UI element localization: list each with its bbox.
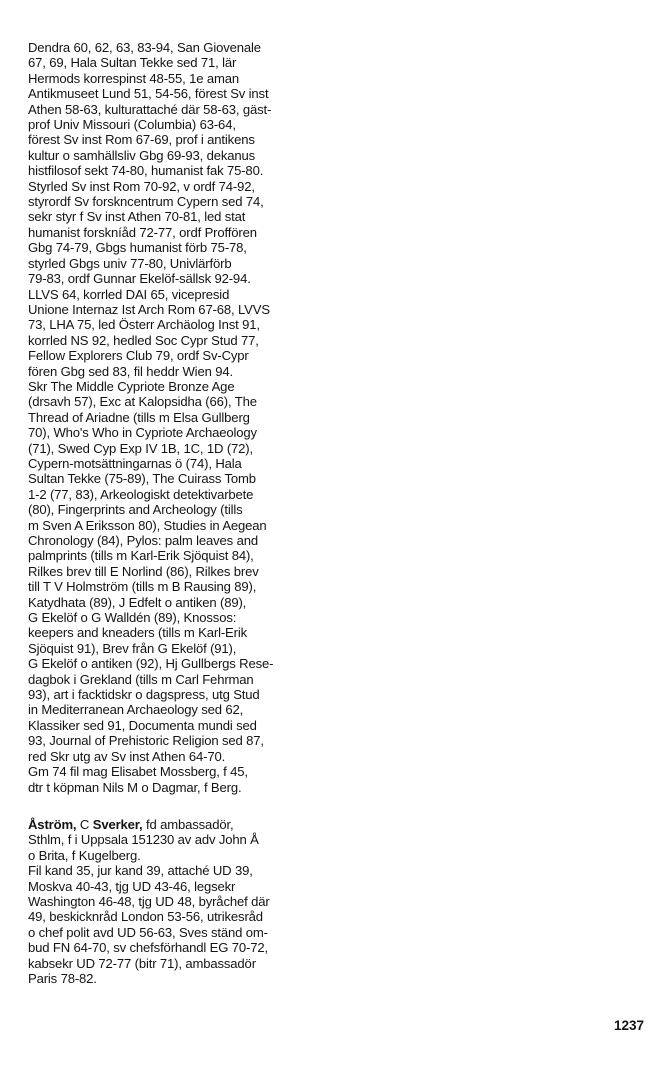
text-line: Chronology (84), Pylos: palm leaves and	[28, 533, 258, 548]
text-line: Gm 74 fil mag Elisabet Mossberg, f 45,	[28, 764, 248, 780]
text-line: kabsekr UD 72-77 (bitr 71), ambassadör	[28, 955, 256, 971]
text-line: Rilkes brev till E Norlind (86), Rilkes brev	[28, 563, 259, 579]
text-line: 93, Journal of Prehistoric Religion sed 87,	[28, 733, 264, 749]
text-line: Thread of Ariadne (tills m Elsa Gullberg	[28, 409, 250, 425]
entry-surname: Åström,	[28, 816, 77, 832]
text-line: Sultan Tekke (75-89), The Cuirass Tomb	[28, 471, 256, 487]
text-line: Fil kand 35, jur kand 39, attaché UD 39,	[28, 863, 253, 879]
text-line: styrled Gbgs univ 77-80, Univlärförb	[28, 255, 232, 271]
text-line: till T V Holmström (tills m B Rausing 89),	[28, 579, 257, 595]
text-column	[28, 40, 368, 986]
text-line: Antikmuseet Lund 51, 54-56, förest Sv inst	[28, 86, 269, 102]
text-line: G Ekelöf o antiken (92), Hj Gullbergs Rese-	[28, 656, 274, 672]
text-line: Skr The Middle Cypriote Bronze Age	[28, 378, 235, 394]
text-line: Gbg 74-79, Gbgs humanist förb 75-78,	[28, 240, 247, 256]
text-line: 1-2 (77, 83), Arkeologiskt detektivarbete	[28, 486, 254, 502]
text-line: palmprints (tills m Karl-Erik Sjöquist 84),	[28, 548, 254, 564]
text-line: fören Gbg sed 83, fil heddr Wien 94.	[28, 363, 233, 379]
text-line: Dendra 60, 62, 63, 83-94, San Giovenale	[28, 40, 261, 55]
text-line: Sthlm, f i Uppsala 151230 av adv John Å	[28, 832, 259, 848]
text-line: Fellow Explorers Club 79, ordf Sv-Cypr	[28, 348, 249, 364]
text-line: 93), art i facktidskr o dagspress, utg Stud	[28, 687, 260, 703]
text-line: (80), Fingerprints and Archeology (tills	[28, 502, 243, 518]
text-line: LLVS 64, korrled DAI 65, vicepresid	[28, 286, 230, 302]
text-line: keepers and kneaders (tills m Karl-Erik	[28, 625, 248, 641]
text-line: Klassiker sed 91, Documenta mundi sed	[28, 717, 257, 733]
text-line: förest Sv inst Rom 67-69, prof i antikens	[28, 132, 255, 148]
text-line: (drsavh 57), Exc at Kalopsidha (66), The	[28, 394, 257, 410]
text-line: 67, 69, Hala Sultan Tekke sed 71, lär	[28, 55, 237, 71]
text-line: sekr styr f Sv inst Athen 70-81, led stat	[28, 209, 246, 225]
text-line: bud FN 64-70, sv chefsförhandl EG 70-72,	[28, 940, 269, 956]
text-line: Unione Internaz Ist Arch Rom 67-68, LVVS	[28, 301, 270, 317]
text-line: humanist forskníåd 72-77, ordf Proffören	[28, 224, 257, 240]
text-line: Moskva 40-43, tjg UD 43-46, legsekr	[28, 878, 236, 894]
text-line: 49, beskicknråd London 53-56, utrikesråd	[28, 909, 263, 925]
entry-initial: C	[76, 816, 93, 832]
text-line: Paris 78-82.	[28, 970, 97, 986]
text-line: Cypern-motsättningarnas ö (74), Hala	[28, 455, 242, 471]
entry-title: fd ambassadör,	[142, 816, 234, 832]
text-line: Washington 46-48, tjg UD 48, byråchef där	[28, 893, 270, 909]
text-line: G Ekelöf o G Walldén (89), Knossos:	[28, 610, 237, 626]
text-line: prof Univ Missouri (Columbia) 63-64,	[28, 117, 236, 133]
text-line: 73, LHA 75, led Österr Archäolog Inst 91,	[28, 317, 260, 333]
text-line: Sjöquist 91), Brev från G Ekelöf (91),	[28, 640, 237, 656]
text-line: dagbok i Grekland (tills m Carl Fehrman	[28, 671, 254, 687]
text-line: korrled NS 92, hedled Soc Cypr Stud 77,	[28, 332, 259, 348]
entry-given-name: Sverker,	[92, 816, 143, 832]
text-line: (71), Swed Cyp Exp IV 1B, 1C, 1D (72),	[28, 440, 253, 456]
entry-body	[28, 832, 368, 986]
text-line: styrordf Sv forskncentrum Cypern sed 74,	[28, 194, 264, 210]
text-line: Katydhata (89), J Edfelt o antiken (89),	[28, 594, 247, 610]
text-line: red Skr utg av Sv inst Athen 64-70.	[28, 748, 226, 764]
text-line: histfilosof sekt 74-80, humanist fak 75-80.	[28, 163, 264, 179]
page-number: 1237	[614, 1018, 645, 1033]
text-line: o chef polit avd UD 56-63, Sves ständ om-	[28, 924, 268, 940]
text-line: 70), Who's Who in Cypriote Archaeology	[28, 425, 257, 441]
text-line: m Sven A Eriksson 80), Studies in Aegean	[28, 517, 267, 533]
text-line: o Brita, f Kugelberg.	[28, 847, 141, 863]
biography-entry-continued	[28, 40, 368, 795]
text-line: in Mediterranean Archaeology sed 62,	[28, 702, 244, 718]
text-line: Styrled Sv inst Rom 70-92, v ordf 74-92,	[28, 178, 255, 194]
text-line: Hermods korrespinst 48-55, 1e aman	[28, 70, 240, 86]
text-line: 79-83, ordf Gunnar Ekelöf-sällsk 92-94.	[28, 271, 251, 287]
text-line: dtr t köpman Nils M o Dagmar, f Berg.	[28, 779, 242, 795]
text-line: Athen 58-63, kulturattaché där 58-63, gäst-	[28, 101, 272, 117]
text-line: kultur o samhällsliv Gbg 69-93, dekanus	[28, 147, 256, 163]
biography-entry-astrom-sverker	[28, 817, 368, 986]
entry-heading-line	[28, 817, 368, 832]
